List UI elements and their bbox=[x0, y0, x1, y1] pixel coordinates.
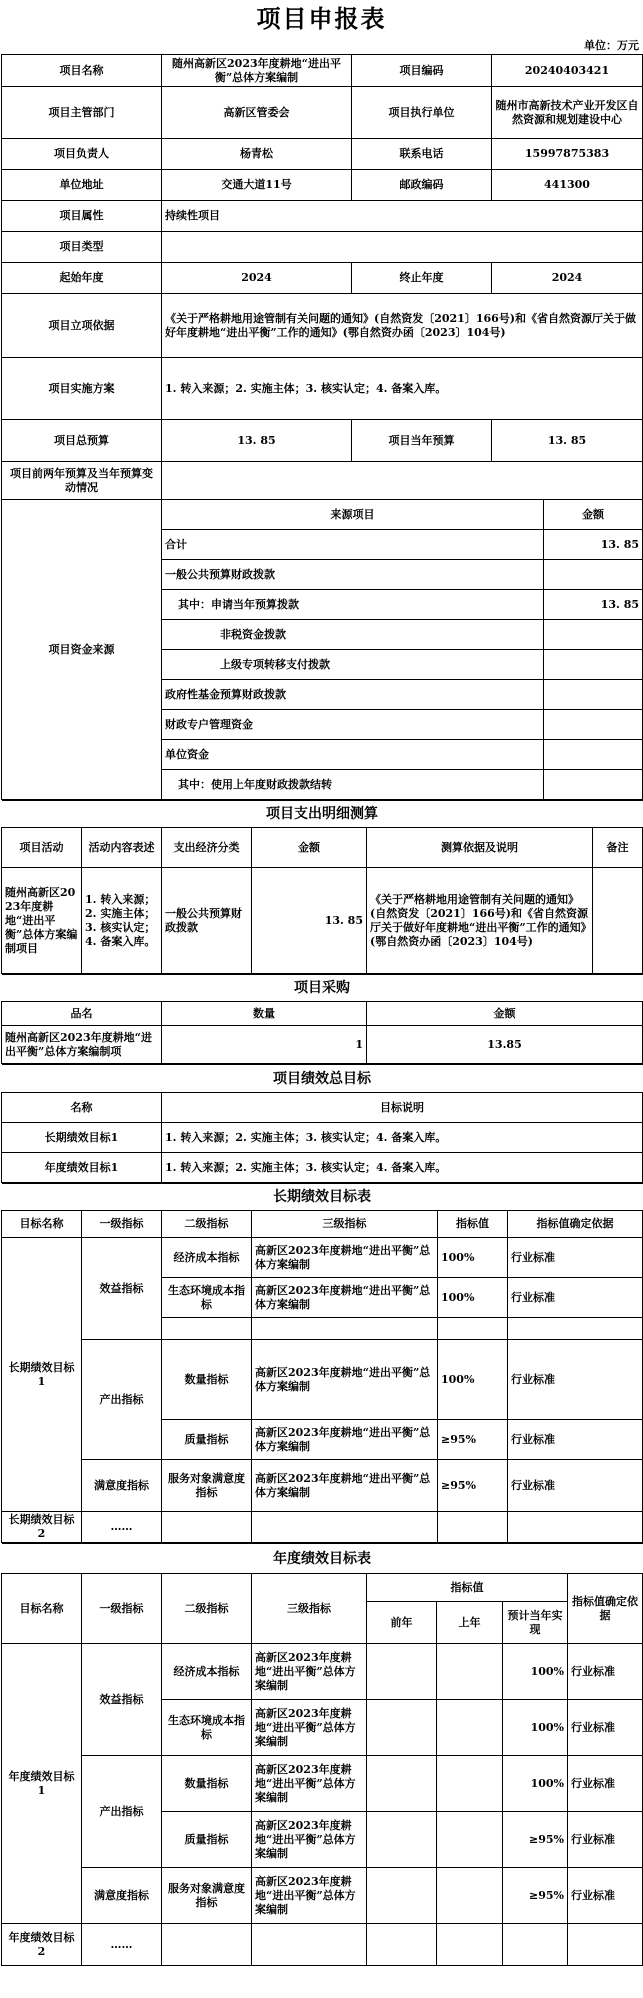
dept-value: 高新区管委会 bbox=[162, 87, 352, 139]
long-term-level1: 效益指标 bbox=[82, 1238, 162, 1340]
fund-amount-header: 金额 bbox=[544, 500, 643, 530]
long-term-level2 bbox=[162, 1318, 252, 1340]
type-label: 项目类型 bbox=[2, 232, 162, 263]
annual-current: ≥95% bbox=[503, 1812, 568, 1868]
phone-label: 联系电话 bbox=[352, 139, 492, 170]
long-term-level2: 质量指标 bbox=[162, 1420, 252, 1460]
long-term-header: 指标值 bbox=[438, 1211, 508, 1238]
budget-change-label: 项目前两年预算及当年预算变动情况 bbox=[2, 462, 162, 500]
fund-row-label: 单位资金 bbox=[162, 740, 544, 770]
annual-prev2 bbox=[367, 1644, 437, 1700]
procurement-qty: 1 bbox=[162, 1026, 367, 1064]
long-term-level3: 高新区2023年度耕地“进出平衡”总体方案编制 bbox=[252, 1340, 438, 1420]
annual-prev2 bbox=[367, 1756, 437, 1812]
fund-row-amount bbox=[544, 740, 643, 770]
total-budget-label: 项目总预算 bbox=[2, 420, 162, 462]
annual-basis: 行业标准 bbox=[568, 1812, 643, 1868]
fund-row-label: 上级专项转移支付拨款 bbox=[162, 650, 544, 680]
long-term-header: 一级指标 bbox=[82, 1211, 162, 1238]
leader-value: 杨青松 bbox=[162, 139, 352, 170]
plan-label: 项目实施方案 bbox=[2, 358, 162, 420]
annual-prev1 bbox=[437, 1700, 503, 1756]
annual-basis: 行业标准 bbox=[568, 1868, 643, 1924]
fund-row-amount bbox=[544, 710, 643, 740]
long-term-basis: 行业标准 bbox=[508, 1238, 643, 1278]
long-term-header: 三级指标 bbox=[252, 1211, 438, 1238]
long-term-header: 指标值确定依据 bbox=[508, 1211, 643, 1238]
long-term-level1: 产出指标 bbox=[82, 1340, 162, 1460]
annual-subheader: 预计当年实现 bbox=[503, 1602, 568, 1644]
unit-label: 单位：万元 bbox=[584, 39, 639, 52]
long-term-level2: 服务对象满意度指标 bbox=[162, 1460, 252, 1512]
annual-basis: 行业标准 bbox=[568, 1644, 643, 1700]
dept-label: 项目主管部门 bbox=[2, 87, 162, 139]
annual-level1: 效益指标 bbox=[82, 1644, 162, 1756]
overall-goals-table bbox=[1, 1064, 643, 1183]
expense-header: 测算依据及说明 bbox=[367, 828, 593, 868]
annual-level1: 满意度指标 bbox=[82, 1868, 162, 1924]
address-label: 单位地址 bbox=[2, 170, 162, 201]
basic-info-table bbox=[1, 54, 643, 800]
fund-row-amount bbox=[544, 560, 643, 590]
annual-basis: 行业标准 bbox=[568, 1756, 643, 1812]
end-year-value: 2024 bbox=[492, 263, 643, 294]
fund-row-label: 财政专户管理资金 bbox=[162, 710, 544, 740]
long-term-header: 目标名称 bbox=[2, 1211, 82, 1238]
long-term-value: 100% bbox=[438, 1340, 508, 1420]
fund-row-amount: 13. 85 bbox=[544, 530, 643, 560]
fund-row-label: 合计 bbox=[162, 530, 544, 560]
total-budget-value: 13. 85 bbox=[162, 420, 352, 462]
long-term-level1: 满意度指标 bbox=[82, 1460, 162, 1512]
project-code-value: 20240403421 bbox=[492, 55, 643, 87]
annual-level3: 高新区2023年度耕地“进出平衡”总体方案编制 bbox=[252, 1812, 367, 1868]
annual-basis: 行业标准 bbox=[568, 1700, 643, 1756]
start-year-label: 起始年度 bbox=[2, 263, 162, 294]
phone-value: 15997875383 bbox=[492, 139, 643, 170]
long-term-value: ≥95% bbox=[438, 1420, 508, 1460]
annual-goals-table bbox=[1, 1543, 643, 1966]
procurement-header: 数量 bbox=[162, 1002, 367, 1026]
long-term-level3: 高新区2023年度耕地“进出平衡”总体方案编制 bbox=[252, 1420, 438, 1460]
fund-source-header: 来源项目 bbox=[162, 500, 544, 530]
long-term-level3 bbox=[252, 1318, 438, 1340]
long-term-basis: 行业标准 bbox=[508, 1340, 643, 1420]
expense-header: 金额 bbox=[252, 828, 367, 868]
long-term-goal-name: 长期绩效目标1 bbox=[2, 1238, 82, 1512]
long-term-header: 二级指标 bbox=[162, 1211, 252, 1238]
annual-level2: 服务对象满意度指标 bbox=[162, 1868, 252, 1924]
annual-header: 三级指标 bbox=[252, 1574, 367, 1644]
fund-row-amount: 13. 85 bbox=[544, 590, 643, 620]
annual-prev1 bbox=[437, 1756, 503, 1812]
annual-prev2 bbox=[367, 1868, 437, 1924]
annual-subheader: 前年 bbox=[367, 1602, 437, 1644]
expense-content: 1. 转入来源；2. 实施主体；3. 核实认定；4. 备案入库。 bbox=[82, 868, 162, 974]
annual-subheader: 上年 bbox=[437, 1602, 503, 1644]
annual-level1: 产出指标 bbox=[82, 1756, 162, 1868]
annual-prev1 bbox=[437, 1812, 503, 1868]
exec-unit-value: 随州市高新技术产业开发区自然资源和规划建设中心 bbox=[492, 87, 643, 139]
procurement-item-name: 随州高新区2023年度耕地“进出平衡”总体方案编制项 bbox=[2, 1026, 162, 1064]
long-term-level3: 高新区2023年度耕地“进出平衡”总体方案编制 bbox=[252, 1278, 438, 1318]
current-budget-label: 项目当年预算 bbox=[352, 420, 492, 462]
annual-level2: 质量指标 bbox=[162, 1812, 252, 1868]
annual-current: 100% bbox=[503, 1756, 568, 1812]
expense-header: 活动内容表述 bbox=[82, 828, 162, 868]
basis-value: 《关于严格耕地用途管制有关问题的通知》(自然资发〔2021〕166号)和《省自然资源厅关于做好年度耕地“进出平衡”工作的通知》(鄂自然资办函〔2023〕104号) bbox=[162, 294, 643, 358]
procurement-table bbox=[1, 974, 643, 1064]
annual-level2: 数量指标 bbox=[162, 1756, 252, 1812]
plan-value: 1. 转入来源；2. 实施主体；3. 核实认定；4. 备案入库。 bbox=[162, 358, 643, 420]
annual-current: ≥95% bbox=[503, 1868, 568, 1924]
postcode-value: 441300 bbox=[492, 170, 643, 201]
fund-row-label: 一般公共预算财政拨款 bbox=[162, 560, 544, 590]
long-term-level2: 生态环境成本指标 bbox=[162, 1278, 252, 1318]
goals-header: 目标说明 bbox=[162, 1093, 643, 1123]
annual-header: 一级指标 bbox=[82, 1574, 162, 1644]
fund-row-amount bbox=[544, 770, 643, 800]
procurement-header: 金额 bbox=[367, 1002, 643, 1026]
long-term-value: ≥95% bbox=[438, 1460, 508, 1512]
fund-row-label: 非税资金拨款 bbox=[162, 620, 544, 650]
goals-section-title: 项目绩效总目标 bbox=[2, 1065, 643, 1093]
current-budget-value: 13. 85 bbox=[492, 420, 643, 462]
procurement-section-title: 项目采购 bbox=[2, 975, 643, 1002]
basis-label: 项目立项依据 bbox=[2, 294, 162, 358]
postcode-label: 邮政编码 bbox=[352, 170, 492, 201]
fund-row-amount bbox=[544, 650, 643, 680]
goals-header: 名称 bbox=[2, 1093, 162, 1123]
annual-level3: 高新区2023年度耕地“进出平衡”总体方案编制 bbox=[252, 1644, 367, 1700]
annual-prev1 bbox=[437, 1644, 503, 1700]
annual-goal-name-2: 年度绩效目标2 bbox=[2, 1924, 82, 1966]
goal-name: 年度绩效目标1 bbox=[2, 1153, 162, 1183]
long-term-value: 100% bbox=[438, 1278, 508, 1318]
procurement-amount: 13.85 bbox=[367, 1026, 643, 1064]
annual-section-title: 年度绩效目标表 bbox=[2, 1544, 643, 1574]
long-term-value bbox=[438, 1318, 508, 1340]
annual-prev1 bbox=[437, 1868, 503, 1924]
expense-note bbox=[593, 868, 643, 974]
fund-source-label: 项目资金来源 bbox=[2, 500, 162, 800]
long-term-level2: 经济成本指标 bbox=[162, 1238, 252, 1278]
expense-basis: 《关于严格耕地用途管制有关问题的通知》(自然资发〔2021〕166号)和《省自然资源厅关于做好年度耕地“进出平衡”工作的通知》(鄂自然资办函〔2023〕104号) bbox=[367, 868, 593, 974]
project-name-value: 随州高新区2023年度耕地“进出平衡”总体方案编制 bbox=[162, 55, 352, 87]
long-term-goal-name-2: 长期绩效目标2 bbox=[2, 1512, 82, 1543]
expense-category: 一般公共预算财政拨款 bbox=[162, 868, 252, 974]
leader-label: 项目负责人 bbox=[2, 139, 162, 170]
annual-header: 指标值 bbox=[367, 1574, 568, 1602]
annual-prev2 bbox=[367, 1700, 437, 1756]
long-term-basis: 行业标准 bbox=[508, 1278, 643, 1318]
annual-header: 指标值确定依据 bbox=[568, 1574, 643, 1644]
goal-desc: 1. 转入来源；2. 实施主体；3. 核实认定；4. 备案入库。 bbox=[162, 1123, 643, 1153]
budget-change-value bbox=[162, 462, 643, 500]
long-term-basis bbox=[508, 1318, 643, 1340]
annual-level3: 高新区2023年度耕地“进出平衡”总体方案编制 bbox=[252, 1756, 367, 1812]
expense-detail-table bbox=[1, 800, 643, 974]
expense-section-title: 项目支出明细测算 bbox=[2, 801, 643, 828]
procurement-header: 品名 bbox=[2, 1002, 162, 1026]
fund-row-label: 其中：使用上年度财政拨款结转 bbox=[162, 770, 544, 800]
long-term-value: 100% bbox=[438, 1238, 508, 1278]
expense-header: 支出经济分类 bbox=[162, 828, 252, 868]
fund-row-label: 其中：申请当年预算拨款 bbox=[162, 590, 544, 620]
long-term-level3: 高新区2023年度耕地“进出平衡”总体方案编制 bbox=[252, 1460, 438, 1512]
type-value bbox=[162, 232, 643, 263]
annual-header: 目标名称 bbox=[2, 1574, 82, 1644]
long-term-level2: 数量指标 bbox=[162, 1340, 252, 1420]
annual-current: 100% bbox=[503, 1700, 568, 1756]
long-term-basis: 行业标准 bbox=[508, 1460, 643, 1512]
project-name-label: 项目名称 bbox=[2, 55, 162, 87]
fund-row-amount bbox=[544, 680, 643, 710]
long-term-section-title: 长期绩效目标表 bbox=[2, 1184, 643, 1211]
fund-row-label: 政府性基金预算财政拨款 bbox=[162, 680, 544, 710]
long-term-basis: 行业标准 bbox=[508, 1420, 643, 1460]
address-value: 交通大道11号 bbox=[162, 170, 352, 201]
exec-unit-label: 项目执行单位 bbox=[352, 87, 492, 139]
annual-level3: 高新区2023年度耕地“进出平衡”总体方案编制 bbox=[252, 1868, 367, 1924]
long-term-goals-table bbox=[1, 1183, 643, 1543]
attribute-label: 项目属性 bbox=[2, 201, 162, 232]
annual-ellipsis: …… bbox=[82, 1924, 162, 1966]
annual-goal-name: 年度绩效目标1 bbox=[2, 1644, 82, 1924]
goal-name: 长期绩效目标1 bbox=[2, 1123, 162, 1153]
long-term-ellipsis: …… bbox=[82, 1512, 162, 1543]
annual-prev2 bbox=[367, 1812, 437, 1868]
long-term-level3: 高新区2023年度耕地“进出平衡”总体方案编制 bbox=[252, 1238, 438, 1278]
expense-header: 项目活动 bbox=[2, 828, 82, 868]
expense-activity: 随州高新区2023年度耕地“进出平衡”总体方案编制项目 bbox=[2, 868, 82, 974]
goal-desc: 1. 转入来源；2. 实施主体；3. 核实认定；4. 备案入库。 bbox=[162, 1153, 643, 1183]
annual-level2: 经济成本指标 bbox=[162, 1644, 252, 1700]
annual-current: 100% bbox=[503, 1644, 568, 1700]
start-year-value: 2024 bbox=[162, 263, 352, 294]
annual-header: 二级指标 bbox=[162, 1574, 252, 1644]
expense-amount: 13. 85 bbox=[252, 868, 367, 974]
attribute-value: 持续性项目 bbox=[162, 201, 643, 232]
expense-header: 备注 bbox=[593, 828, 643, 868]
page-title: 项目申报表 bbox=[256, 4, 387, 33]
fund-row-amount bbox=[544, 620, 643, 650]
annual-level3: 高新区2023年度耕地“进出平衡”总体方案编制 bbox=[252, 1700, 367, 1756]
annual-level2: 生态环境成本指标 bbox=[162, 1700, 252, 1756]
end-year-label: 终止年度 bbox=[352, 263, 492, 294]
project-code-label: 项目编码 bbox=[352, 55, 492, 87]
